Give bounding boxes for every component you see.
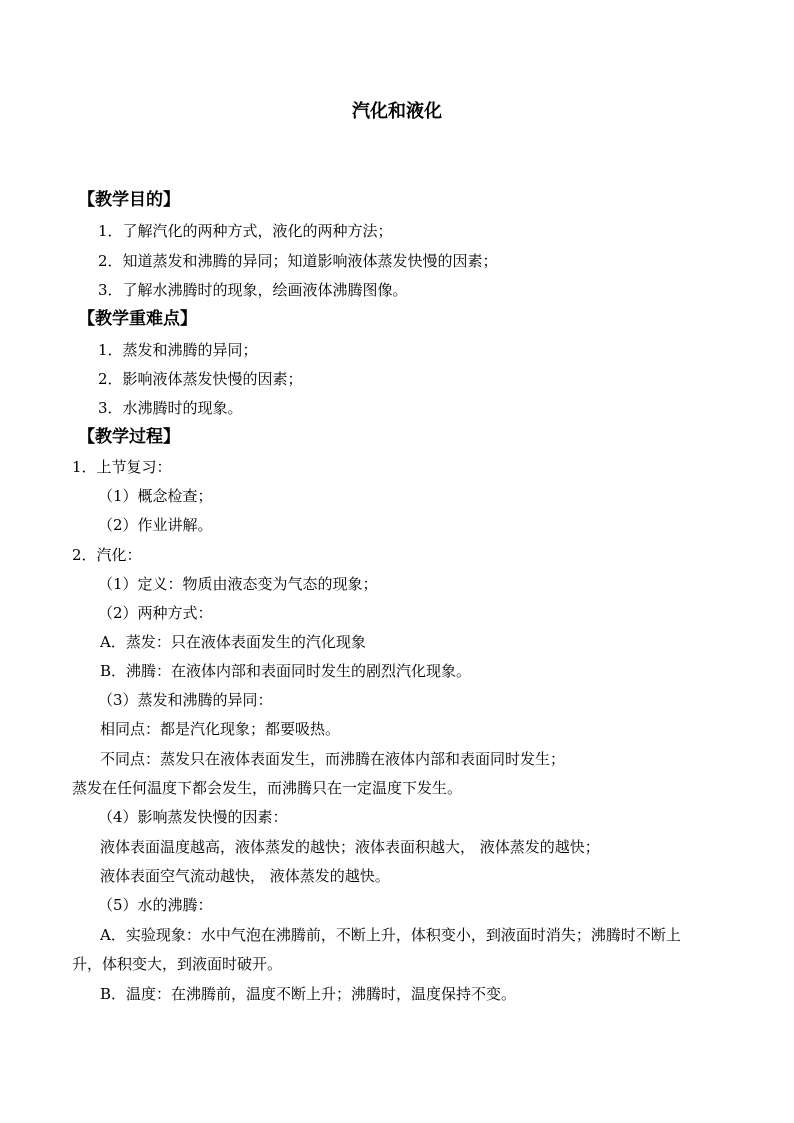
process-line: A．实验现象：水中气泡在沸腾前，不断上升，体积变小，到液面时消失；沸腾时不断上 — [100, 926, 681, 944]
process-line: （3）蒸发和沸腾的异同： — [98, 691, 273, 709]
process-line: 不同点：蒸发只在液体表面发生，而沸腾在液体内部和表面同时发生； — [100, 750, 566, 768]
key-point-item-2: 2．影响液体蒸发快慢的因素； — [98, 370, 303, 388]
process-line: 蒸发在任何温度下都会发生，而沸腾只在一定温度下发生。 — [72, 779, 463, 797]
key-point-item-1: 1．蒸发和沸腾的异同； — [98, 341, 258, 359]
process-line: 1．上节复习： — [72, 458, 172, 476]
goal-item-3: 3．了解水沸腾时的现象，绘画液体沸腾图像。 — [98, 281, 408, 299]
section-heading-process: 【教学过程】 — [78, 427, 180, 447]
process-line: 升，体积变大，到液面时破开。 — [72, 955, 283, 973]
process-line: B．温度：在沸腾前，温度不断上升；沸腾时，温度保持不变。 — [100, 985, 517, 1003]
process-line: 液体表面空气流动越快， 液体蒸发的越快。 — [100, 867, 390, 885]
process-line: 2．汽化： — [72, 546, 142, 564]
process-line: （4）影响蒸发快慢的因素： — [98, 808, 288, 826]
section-heading-key-points: 【教学重难点】 — [78, 309, 197, 329]
process-line: （1）定义：物质由液态变为气态的现象； — [98, 575, 378, 593]
process-line: 相同点：都是汽化现象；都要吸热。 — [100, 720, 341, 738]
process-line: A．蒸发：只在液体表面发生的汽化现象 — [100, 633, 366, 651]
goal-item-2: 2．知道蒸发和沸腾的异同；知道影响液体蒸发快慢的因素； — [98, 252, 498, 270]
process-line: （2）作业讲解。 — [98, 516, 213, 534]
key-point-item-3: 3．水沸腾时的现象。 — [98, 399, 243, 417]
process-line: （5）水的沸腾： — [98, 896, 213, 914]
goal-item-1: 1．了解汽化的两种方式，液化的两种方法； — [98, 222, 393, 240]
section-heading-goals: 【教学目的】 — [78, 190, 180, 210]
process-line: （1）概念检查； — [98, 487, 213, 505]
page-title: 汽化和液化 — [352, 101, 442, 122]
process-line: 液体表面温度越高，液体蒸发的越快；液体表面积越大， 液体蒸发的越快； — [100, 838, 600, 856]
process-line: B．沸腾：在液体内部和表面同时发生的剧烈汽化现象。 — [100, 662, 472, 680]
process-line: （2）两种方式： — [98, 604, 213, 622]
